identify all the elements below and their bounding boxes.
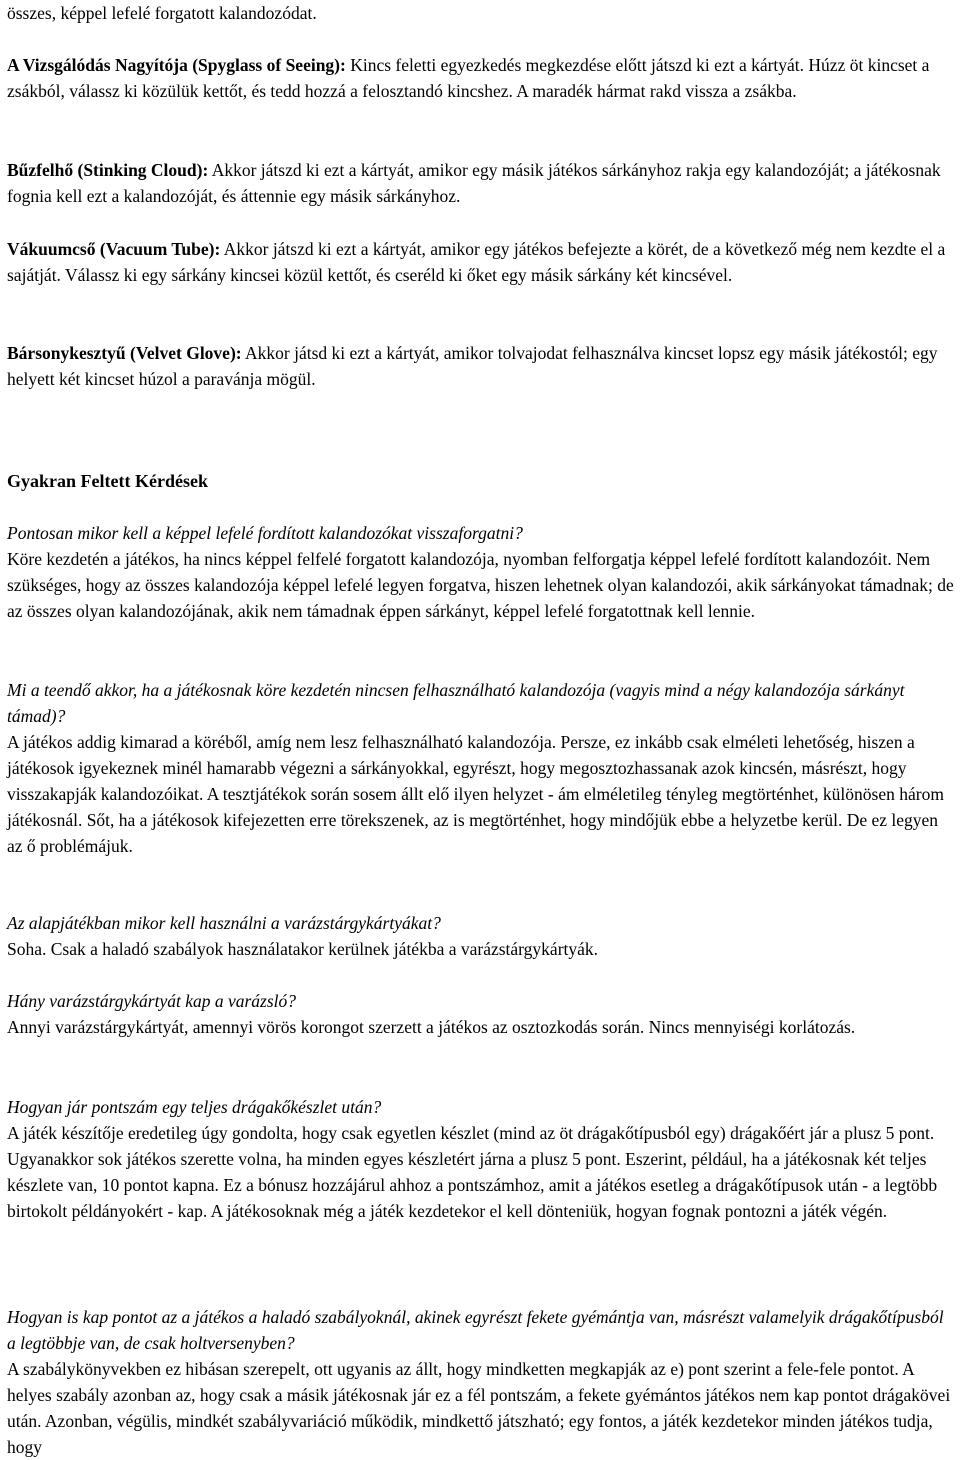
card-term: Bűzfelhő (Stinking Cloud): [7, 160, 209, 180]
faq-question: Az alapjátékban mikor kell használni a varázstárgykártyákat? [7, 913, 441, 933]
faq-question: Hogyan is kap pontot az a játékos a haladó szabályoknál, akinek egyrészt fekete gyémántja van, másrészt valamelyik drágakőtípusból a legtöbbje van, de csak holtversenyben? [7, 1307, 944, 1353]
card-text: Akkor játsd ki ezt a kártyát, amikor tolvajodat felhasználva kincset lopsz egy másik játékostól; egy helyett két kincset húzol a paravánja mögül. [7, 343, 938, 389]
faq-answer: A játékos addig kimarad a köréből, amíg nem lesz felhasználható kalandozója. Persze, ez inkább csak elméleti lehetőség, hiszen a játékosok igyekeznek minél hamarabb végezni a sárkányokkal, egyrészt, hogy megosztozhassanak azok kincsén, másrészt, hogy visszakapják kalandozóikat. A tesztjátékok során sosem állt elő ilyen helyzet - ám elméletileg tényleg megtörténhet, különösen három játékosnál. Sőt, ha a játékosok kifejezetten erre törekszenek, az is megtörténhet, hogy mindőjük ebbe a helyzetbe kerül. De ez legyen az ő problémájuk. [7, 732, 944, 856]
faq-answer: A szabálykönyvekben ez hibásan szerepelt, ott ugyanis az állt, hogy mindketten megkapják az e) pont szerint a fele-fele pontot. A helyes szabály azonban az, hogy csak a másik játékosnak jár ez a fél pontszám, a fekete gyémántos játékos nem kap pontot drágakövei után. Azonban, végülis, mindkét szabályvariáció működik, mindkettő játszható; egy fontos, a játék kezdetekor minden játékos tudja, hogy [7, 1359, 951, 1457]
card-text: Kincs feletti egyezkedés megkezdése előtt játszd ki ezt a kártyát. Húzz öt kincset a zsákból, válassz ki közülük kettőt, és tedd hozzá a felosztandó kincshez. A maradék hármat rakd vissza a zsákba. [7, 55, 930, 101]
faq-answer: Köre kezdetén a játékos, ha nincs képpel felfelé forgatott kalandozója, nyomban felforgatja képpel lefelé fordított kalandozóit. Nem szükséges, hogy az összes kalandozója képpel lefelé legyen forgatva, hiszen lehetnek olyan kalandozói, akik sárkányokat támadnak; de az összes olyan kalandozójának, akik nem támadnak éppen sárkányt, képpel lefelé forgatottnak kell lennie. [7, 549, 954, 621]
faq-answer: Annyi varázstárgykártyát, amennyi vörös korongot szerzett a játékos az osztozkodás során. Nincs mennyiségi korlátozás. [7, 1017, 856, 1037]
faq-question: Pontosan mikor kell a képpel lefelé fordított kalandozókat visszaforgatni? [7, 523, 523, 543]
card-term: A Vizsgálódás Nagyítója (Spyglass of Seeing): [7, 55, 346, 75]
faq-answer: Soha. Csak a haladó szabályok használatakor kerülnek játékba a varázstárgykártyák. [7, 939, 599, 959]
card-text: Akkor játszd ki ezt a kártyát, amikor egy játékos befejezte a körét, de a következő még nem kezdte el a sajátját. Válassz ki egy sárkány kincsei közül kettőt, és cseréld ki őket egy másik sárkány két kincsével. [7, 239, 946, 285]
faq-heading: Gyakran Feltett Kérdések [7, 471, 208, 491]
card-stinking-cloud [7, 157, 955, 209]
faq-item [7, 988, 955, 1040]
faq-item [7, 1304, 955, 1460]
card-term: Bársonykesztyű (Velvet Glove): [7, 343, 242, 363]
faq-item [7, 677, 955, 859]
card-velvet-glove [7, 340, 955, 392]
faq-question: Hány varázstárgykártyát kap a varázsló? [7, 991, 297, 1011]
card-text: Akkor játszd ki ezt a kártyát, amikor egy másik játékos sárkányhoz rakja egy kalandozóját; a játékosnak fognia kell ezt a kalandozóját, és áttennie egy másik sárkányhoz. [7, 160, 941, 206]
faq-item [7, 520, 955, 624]
faq-item [7, 910, 955, 962]
card-term: Vákuumcső (Vacuum Tube): [7, 239, 221, 259]
card-spyglass [7, 52, 955, 104]
card-vacuum-tube [7, 236, 955, 288]
faq-item [7, 1094, 955, 1224]
faq-question: Hogyan jár pontszám egy teljes drágakőkészlet után? [7, 1097, 382, 1117]
faq-answer: A játék készítője eredetileg úgy gondolta, hogy csak egyetlen készlet (mind az öt drágakőtípusból egy) drágakőért jár a plusz 5 pont. Ugyanakkor sok játékos szerette volna, ha minden egyes készletért járna a plusz 5 pont. Eszerint, például, ha a játékosnak két teljes készlete van, 10 pontot kapna. Ez a bónusz hozzájárul ahhoz a pontszámhoz, amit a játékos esetleg a drágakőtípusok után - a legtöbb birtokolt példányokért - kap. A játékosoknak még a játék kezdetekor el kell dönteniük, hogyan fognak pontozni a játék végén. [7, 1123, 938, 1221]
faq-question: Mi a teendő akkor, ha a játékosnak köre kezdetén nincsen felhasználható kalandozója (vagyis mind a négy kalandozója sárkányt támad)? [7, 680, 905, 726]
intro-fragment: összes, képpel lefelé forgatott kalandozódat. [7, 3, 317, 23]
